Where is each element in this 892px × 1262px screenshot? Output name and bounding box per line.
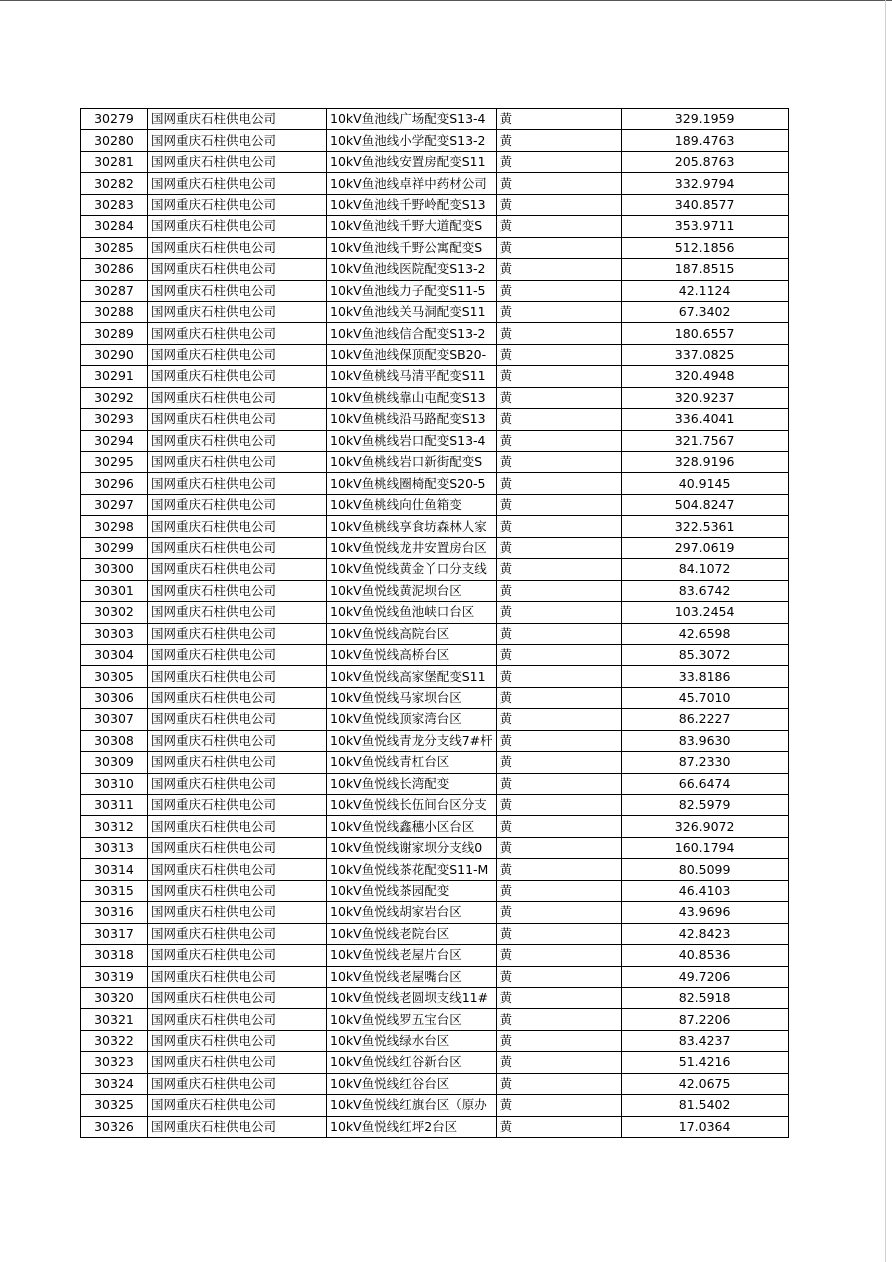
table-row (81, 151, 789, 172)
cell-value: 83.6742 (621, 580, 788, 601)
cell-company: 国网重庆石柱供电公司 (148, 366, 327, 387)
cell-line-name: 10kV鱼悦线长湾配变 (327, 773, 497, 794)
table-row (81, 173, 789, 194)
cell-value: 17.0364 (621, 1116, 788, 1137)
cell-value: 340.8577 (621, 194, 788, 215)
table-row (81, 344, 789, 365)
cell-value: 180.6557 (621, 323, 788, 344)
cell-level: 黄 (496, 473, 621, 494)
cell-line-name: 10kV鱼池线千野大道配变S (327, 216, 497, 237)
cell-value: 205.8763 (621, 151, 788, 172)
cell-company: 国网重庆石柱供电公司 (148, 301, 327, 322)
cell-value: 67.3402 (621, 301, 788, 322)
cell-level: 黄 (496, 1030, 621, 1051)
cell-line-name: 10kV鱼悦线红谷新台区 (327, 1052, 497, 1073)
table-row (81, 795, 789, 816)
cell-line-name: 10kV鱼悦线黄泥坝台区 (327, 580, 497, 601)
cell-id: 30287 (81, 280, 148, 301)
cell-company: 国网重庆石柱供电公司 (148, 194, 327, 215)
cell-company: 国网重庆石柱供电公司 (148, 859, 327, 880)
table-row (81, 366, 789, 387)
cell-value: 43.9696 (621, 902, 788, 923)
table-row (81, 666, 789, 687)
cell-company: 国网重庆石柱供电公司 (148, 1116, 327, 1137)
cell-level: 黄 (496, 559, 621, 580)
cell-id: 30293 (81, 409, 148, 430)
cell-id: 30326 (81, 1116, 148, 1137)
cell-id: 30286 (81, 259, 148, 280)
table-row (81, 602, 789, 623)
table-row (81, 687, 789, 708)
table-row (81, 1116, 789, 1137)
cell-line-name: 10kV鱼悦线青龙分支线7#杆 (327, 730, 497, 751)
cell-level: 黄 (496, 580, 621, 601)
table-row (81, 816, 789, 837)
cell-line-name: 10kV鱼悦线老屋嘴台区 (327, 966, 497, 987)
cell-company: 国网重庆石柱供电公司 (148, 773, 327, 794)
cell-line-name: 10kV鱼悦线红旗台区（原办 (327, 1095, 497, 1116)
table-row (81, 130, 789, 151)
cell-level: 黄 (496, 709, 621, 730)
cell-line-name: 10kV鱼悦线老圆坝支线11# (327, 987, 497, 1008)
cell-value: 86.2227 (621, 709, 788, 730)
cell-line-name: 10kV鱼池线千野岭配变S13 (327, 194, 497, 215)
cell-value: 189.4763 (621, 130, 788, 151)
cell-id: 30318 (81, 945, 148, 966)
table-row (81, 902, 789, 923)
table-row (81, 387, 789, 408)
cell-id: 30283 (81, 194, 148, 215)
cell-line-name: 10kV鱼桃线岩口新街配变S (327, 452, 497, 473)
table-row (81, 473, 789, 494)
cell-line-name: 10kV鱼悦线谢家坝分支线0 (327, 837, 497, 858)
cell-level: 黄 (496, 1052, 621, 1073)
cell-id: 30279 (81, 109, 148, 130)
cell-line-name: 10kV鱼桃线享食坊森林人家 (327, 516, 497, 537)
cell-line-name: 10kV鱼桃线向仕鱼箱变 (327, 494, 497, 515)
cell-level: 黄 (496, 623, 621, 644)
table-row (81, 494, 789, 515)
cell-company: 国网重庆石柱供电公司 (148, 173, 327, 194)
cell-company: 国网重庆石柱供电公司 (148, 1073, 327, 1094)
cell-company: 国网重庆石柱供电公司 (148, 666, 327, 687)
cell-company: 国网重庆石柱供电公司 (148, 966, 327, 987)
cell-id: 30311 (81, 795, 148, 816)
cell-value: 160.1794 (621, 837, 788, 858)
table-row (81, 644, 789, 665)
cell-level: 黄 (496, 644, 621, 665)
cell-line-name: 10kV鱼池线信合配变S13-2 (327, 323, 497, 344)
cell-line-name: 10kV鱼桃线马清平配变S11 (327, 366, 497, 387)
table-row (81, 280, 789, 301)
cell-line-name: 10kV鱼悦线老院台区 (327, 923, 497, 944)
cell-id: 30322 (81, 1030, 148, 1051)
cell-level: 黄 (496, 237, 621, 258)
cell-value: 84.1072 (621, 559, 788, 580)
cell-value: 42.1124 (621, 280, 788, 301)
table-row (81, 1052, 789, 1073)
cell-id: 30282 (81, 173, 148, 194)
cell-company: 国网重庆石柱供电公司 (148, 816, 327, 837)
cell-company: 国网重庆石柱供电公司 (148, 837, 327, 858)
cell-line-name: 10kV鱼悦线龙井安置房台区 (327, 537, 497, 558)
cell-line-name: 10kV鱼池线安置房配变S11 (327, 151, 497, 172)
cell-company: 国网重庆石柱供电公司 (148, 1009, 327, 1030)
cell-id: 30313 (81, 837, 148, 858)
cell-level: 黄 (496, 859, 621, 880)
cell-value: 66.6474 (621, 773, 788, 794)
cell-line-name: 10kV鱼悦线红谷台区 (327, 1073, 497, 1094)
cell-level: 黄 (496, 730, 621, 751)
cell-level: 黄 (496, 880, 621, 901)
cell-value: 353.9711 (621, 216, 788, 237)
cell-level: 黄 (496, 966, 621, 987)
cell-level: 黄 (496, 795, 621, 816)
cell-company: 国网重庆石柱供电公司 (148, 216, 327, 237)
cell-level: 黄 (496, 1073, 621, 1094)
cell-level: 黄 (496, 151, 621, 172)
cell-company: 国网重庆石柱供电公司 (148, 430, 327, 451)
cell-value: 42.0675 (621, 1073, 788, 1094)
cell-company: 国网重庆石柱供电公司 (148, 602, 327, 623)
cell-line-name: 10kV鱼悦线茶花配变S11-M (327, 859, 497, 880)
cell-line-name: 10kV鱼桃线圈椅配变S20-5 (327, 473, 497, 494)
cell-value: 49.7206 (621, 966, 788, 987)
cell-line-name: 10kV鱼悦线顶家湾台区 (327, 709, 497, 730)
cell-company: 国网重庆石柱供电公司 (148, 880, 327, 901)
cell-line-name: 10kV鱼悦线青杠台区 (327, 752, 497, 773)
cell-level: 黄 (496, 923, 621, 944)
cell-company: 国网重庆石柱供电公司 (148, 923, 327, 944)
cell-value: 297.0619 (621, 537, 788, 558)
cell-line-name: 10kV鱼悦线红坪2台区 (327, 1116, 497, 1137)
table-row (81, 987, 789, 1008)
cell-value: 81.5402 (621, 1095, 788, 1116)
cell-level: 黄 (496, 409, 621, 430)
cell-id: 30295 (81, 452, 148, 473)
cell-company: 国网重庆石柱供电公司 (148, 687, 327, 708)
cell-company: 国网重庆石柱供电公司 (148, 795, 327, 816)
table-row (81, 537, 789, 558)
data-table (80, 108, 789, 1138)
cell-company: 国网重庆石柱供电公司 (148, 109, 327, 130)
table-row (81, 580, 789, 601)
cell-company: 国网重庆石柱供电公司 (148, 409, 327, 430)
cell-level: 黄 (496, 516, 621, 537)
cell-company: 国网重庆石柱供电公司 (148, 151, 327, 172)
table-row (81, 837, 789, 858)
cell-id: 30302 (81, 602, 148, 623)
cell-level: 黄 (496, 280, 621, 301)
cell-line-name: 10kV鱼悦线高院台区 (327, 623, 497, 644)
cell-id: 30323 (81, 1052, 148, 1073)
cell-id: 30321 (81, 1009, 148, 1030)
cell-company: 国网重庆石柱供电公司 (148, 730, 327, 751)
table-row (81, 730, 789, 751)
cell-company: 国网重庆石柱供电公司 (148, 344, 327, 365)
cell-line-name: 10kV鱼池线保顶配变SB20- (327, 344, 497, 365)
cell-value: 83.4237 (621, 1030, 788, 1051)
cell-company: 国网重庆石柱供电公司 (148, 623, 327, 644)
cell-line-name: 10kV鱼悦线马家坝台区 (327, 687, 497, 708)
table-row (81, 945, 789, 966)
cell-id: 30304 (81, 644, 148, 665)
cell-id: 30280 (81, 130, 148, 151)
cell-value: 83.9630 (621, 730, 788, 751)
table-row (81, 1009, 789, 1030)
cell-value: 322.5361 (621, 516, 788, 537)
cell-level: 黄 (496, 752, 621, 773)
cell-id: 30285 (81, 237, 148, 258)
cell-company: 国网重庆石柱供电公司 (148, 537, 327, 558)
cell-value: 337.0825 (621, 344, 788, 365)
cell-value: 33.8186 (621, 666, 788, 687)
cell-id: 30291 (81, 366, 148, 387)
cell-value: 321.7567 (621, 430, 788, 451)
cell-value: 332.9794 (621, 173, 788, 194)
cell-level: 黄 (496, 387, 621, 408)
cell-level: 黄 (496, 773, 621, 794)
cell-line-name: 10kV鱼池线力子配变S11-5 (327, 280, 497, 301)
cell-level: 黄 (496, 1095, 621, 1116)
table-row (81, 109, 789, 130)
cell-id: 30299 (81, 537, 148, 558)
page-right-edge (885, 0, 886, 1262)
cell-line-name: 10kV鱼池线千野公寓配变S (327, 237, 497, 258)
cell-value: 82.5979 (621, 795, 788, 816)
cell-company: 国网重庆石柱供电公司 (148, 130, 327, 151)
cell-value: 512.1856 (621, 237, 788, 258)
cell-id: 30281 (81, 151, 148, 172)
table-row (81, 1095, 789, 1116)
cell-company: 国网重庆石柱供电公司 (148, 1030, 327, 1051)
table-row (81, 966, 789, 987)
cell-id: 30308 (81, 730, 148, 751)
cell-level: 黄 (496, 323, 621, 344)
cell-line-name: 10kV鱼池线医院配变S13-2 (327, 259, 497, 280)
table-row (81, 559, 789, 580)
cell-line-name: 10kV鱼悦线老屋片台区 (327, 945, 497, 966)
cell-value: 82.5918 (621, 987, 788, 1008)
cell-value: 326.9072 (621, 816, 788, 837)
cell-level: 黄 (496, 366, 621, 387)
cell-level: 黄 (496, 452, 621, 473)
cell-id: 30300 (81, 559, 148, 580)
cell-id: 30315 (81, 880, 148, 901)
table-row (81, 752, 789, 773)
cell-line-name: 10kV鱼悦线茶园配变 (327, 880, 497, 901)
table-row (81, 452, 789, 473)
cell-value: 85.3072 (621, 644, 788, 665)
cell-line-name: 10kV鱼悦线罗五宝台区 (327, 1009, 497, 1030)
table-row (81, 516, 789, 537)
cell-id: 30301 (81, 580, 148, 601)
table-row (81, 923, 789, 944)
cell-value: 42.8423 (621, 923, 788, 944)
cell-company: 国网重庆石柱供电公司 (148, 644, 327, 665)
cell-value: 80.5099 (621, 859, 788, 880)
cell-line-name: 10kV鱼悦线鑫穗小区台区 (327, 816, 497, 837)
cell-line-name: 10kV鱼悦线高桥台区 (327, 644, 497, 665)
cell-level: 黄 (496, 687, 621, 708)
cell-line-name: 10kV鱼悦线长伍间台区分支 (327, 795, 497, 816)
cell-level: 黄 (496, 494, 621, 515)
cell-id: 30310 (81, 773, 148, 794)
cell-company: 国网重庆石柱供电公司 (148, 1095, 327, 1116)
cell-company: 国网重庆石柱供电公司 (148, 987, 327, 1008)
cell-line-name: 10kV鱼桃线岩口配变S13-4 (327, 430, 497, 451)
table-row (81, 623, 789, 644)
cell-line-name: 10kV鱼桃线靠山屯配变S13 (327, 387, 497, 408)
cell-id: 30305 (81, 666, 148, 687)
cell-level: 黄 (496, 301, 621, 322)
cell-level: 黄 (496, 130, 621, 151)
cell-company: 国网重庆石柱供电公司 (148, 559, 327, 580)
cell-value: 40.8536 (621, 945, 788, 966)
cell-company: 国网重庆石柱供电公司 (148, 280, 327, 301)
table-row (81, 709, 789, 730)
cell-line-name: 10kV鱼悦线鱼池峡口台区 (327, 602, 497, 623)
cell-company: 国网重庆石柱供电公司 (148, 752, 327, 773)
cell-line-name: 10kV鱼悦线绿水台区 (327, 1030, 497, 1051)
cell-level: 黄 (496, 259, 621, 280)
cell-line-name: 10kV鱼池线卓祥中药材公司 (327, 173, 497, 194)
cell-id: 30297 (81, 494, 148, 515)
cell-value: 320.4948 (621, 366, 788, 387)
cell-level: 黄 (496, 344, 621, 365)
cell-level: 黄 (496, 1009, 621, 1030)
table-row (81, 880, 789, 901)
cell-company: 国网重庆石柱供电公司 (148, 709, 327, 730)
cell-id: 30284 (81, 216, 148, 237)
cell-level: 黄 (496, 1116, 621, 1137)
cell-line-name: 10kV鱼池线关马洞配变S11 (327, 301, 497, 322)
cell-level: 黄 (496, 194, 621, 215)
table-row (81, 301, 789, 322)
table-row (81, 216, 789, 237)
cell-company: 国网重庆石柱供电公司 (148, 902, 327, 923)
cell-value: 45.7010 (621, 687, 788, 708)
cell-company: 国网重庆石柱供电公司 (148, 473, 327, 494)
cell-id: 30325 (81, 1095, 148, 1116)
cell-company: 国网重庆石柱供电公司 (148, 1052, 327, 1073)
cell-value: 320.9237 (621, 387, 788, 408)
cell-value: 187.8515 (621, 259, 788, 280)
cell-company: 国网重庆石柱供电公司 (148, 945, 327, 966)
cell-line-name: 10kV鱼池线小学配变S13-2 (327, 130, 497, 151)
cell-value: 87.2206 (621, 1009, 788, 1030)
cell-value: 504.8247 (621, 494, 788, 515)
cell-level: 黄 (496, 816, 621, 837)
cell-level: 黄 (496, 666, 621, 687)
cell-value: 336.4041 (621, 409, 788, 430)
cell-value: 87.2330 (621, 752, 788, 773)
cell-level: 黄 (496, 902, 621, 923)
cell-level: 黄 (496, 945, 621, 966)
cell-line-name: 10kV鱼悦线高家堡配变S11 (327, 666, 497, 687)
cell-level: 黄 (496, 987, 621, 1008)
cell-value: 328.9196 (621, 452, 788, 473)
cell-level: 黄 (496, 109, 621, 130)
cell-company: 国网重庆石柱供电公司 (148, 580, 327, 601)
cell-value: 103.2454 (621, 602, 788, 623)
table-row (81, 430, 789, 451)
cell-company: 国网重庆石柱供电公司 (148, 323, 327, 344)
cell-line-name: 10kV鱼悦线黄金丫口分支线 (327, 559, 497, 580)
table-row (81, 859, 789, 880)
cell-id: 30316 (81, 902, 148, 923)
cell-id: 30309 (81, 752, 148, 773)
cell-level: 黄 (496, 173, 621, 194)
cell-id: 30296 (81, 473, 148, 494)
cell-id: 30320 (81, 987, 148, 1008)
cell-line-name: 10kV鱼悦线胡家岩台区 (327, 902, 497, 923)
cell-id: 30292 (81, 387, 148, 408)
table-row (81, 1030, 789, 1051)
cell-level: 黄 (496, 216, 621, 237)
cell-company: 国网重庆石柱供电公司 (148, 387, 327, 408)
table-row (81, 237, 789, 258)
cell-level: 黄 (496, 602, 621, 623)
cell-company: 国网重庆石柱供电公司 (148, 452, 327, 473)
cell-level: 黄 (496, 430, 621, 451)
cell-id: 30294 (81, 430, 148, 451)
table-row (81, 194, 789, 215)
cell-id: 30307 (81, 709, 148, 730)
cell-id: 30312 (81, 816, 148, 837)
cell-id: 30298 (81, 516, 148, 537)
cell-id: 30319 (81, 966, 148, 987)
cell-company: 国网重庆石柱供电公司 (148, 516, 327, 537)
page-top-border (0, 0, 892, 1)
cell-line-name: 10kV鱼桃线沿马路配变S13 (327, 409, 497, 430)
cell-level: 黄 (496, 537, 621, 558)
cell-id: 30324 (81, 1073, 148, 1094)
cell-value: 51.4216 (621, 1052, 788, 1073)
cell-id: 30289 (81, 323, 148, 344)
cell-id: 30288 (81, 301, 148, 322)
cell-id: 30303 (81, 623, 148, 644)
cell-id: 30290 (81, 344, 148, 365)
cell-id: 30317 (81, 923, 148, 944)
cell-value: 40.9145 (621, 473, 788, 494)
cell-value: 46.4103 (621, 880, 788, 901)
table-body (81, 109, 789, 1138)
table-row (81, 323, 789, 344)
cell-level: 黄 (496, 837, 621, 858)
cell-id: 30314 (81, 859, 148, 880)
cell-value: 42.6598 (621, 623, 788, 644)
cell-company: 国网重庆石柱供电公司 (148, 259, 327, 280)
cell-company: 国网重庆石柱供电公司 (148, 237, 327, 258)
table-row (81, 409, 789, 430)
table-row (81, 1073, 789, 1094)
table-row (81, 259, 789, 280)
table-row (81, 773, 789, 794)
cell-value: 329.1959 (621, 109, 788, 130)
cell-line-name: 10kV鱼池线广场配变S13-4 (327, 109, 497, 130)
cell-id: 30306 (81, 687, 148, 708)
cell-company: 国网重庆石柱供电公司 (148, 494, 327, 515)
